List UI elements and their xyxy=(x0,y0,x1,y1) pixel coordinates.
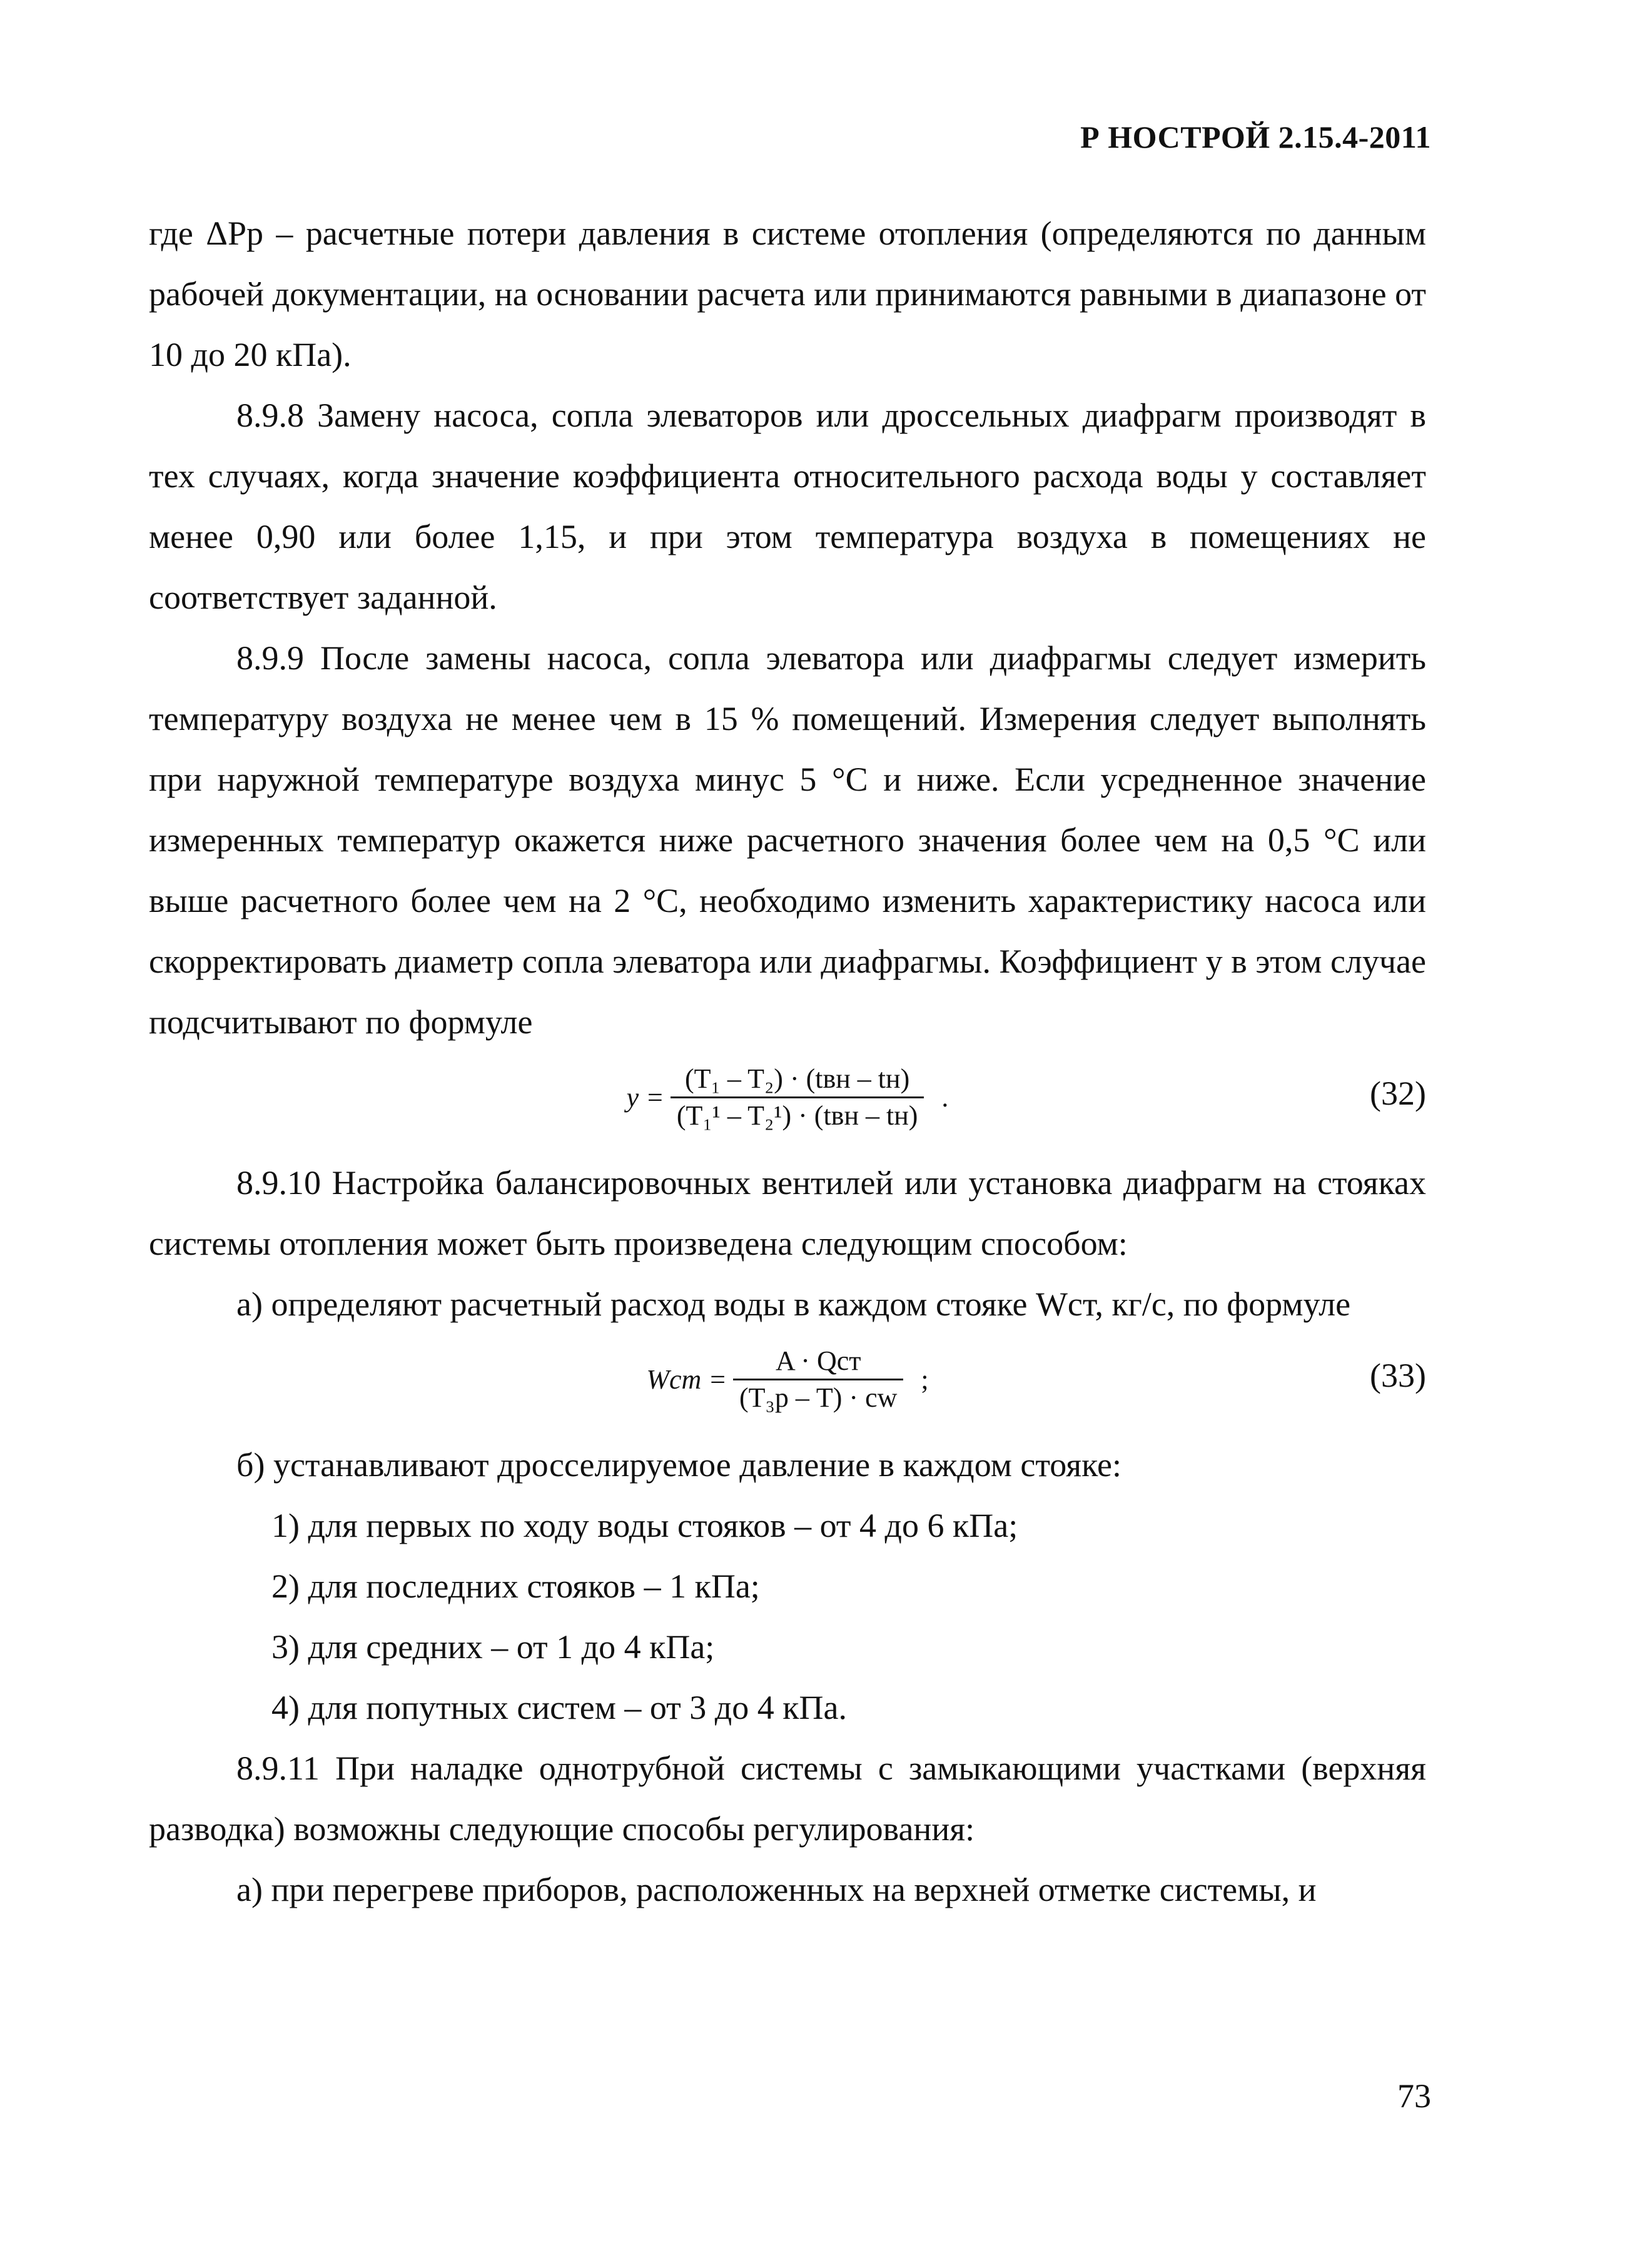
formula-32-fraction xyxy=(671,1065,924,1130)
paragraph-item-a-overheat: а) при перегреве приборов, расположенных на верхней отметке системы, и xyxy=(236,1871,1317,1908)
list-item: 3) для средних – от 1 до 4 кПа; xyxy=(271,1628,715,1666)
formula-33-lhs: Wст = xyxy=(646,1364,727,1395)
page-body xyxy=(149,203,1426,1920)
paragraph-8-9-9: 8.9.9 После замены насоса, сопла элеватора или диафрагмы следует измерить температуру воздуха не менее чем в 15 % помещений. Измерения следует выполнять при наружной температуре воздуха минус 5 °С и ниже. Если усредненное значение измеренных температур окажется ниже расчетного значения более чем на 0,5 °С или выше расчетного более чем на 2 °С, необходимо изменить характеристику насоса или скорректировать диаметр сопла элеватора или диафрагмы. Коэффициент y в этом случае подсчитывают по формуле xyxy=(149,639,1426,1041)
paragraph-item-b-pressure: б) устанавливают дросселируемое давление в каждом стояке: xyxy=(236,1446,1121,1484)
formula-32-lhs: y = xyxy=(626,1081,664,1113)
paragraph-8-9-8: 8.9.8 Замену насоса, сопла элеваторов или дроссельных диафрагм производят в тех случаях, когда значение коэффициента относительного расхода воды y составляет менее 0,90 или более 1,15, и при этом температура воздуха в помещениях не соответствует заданной. xyxy=(149,397,1426,616)
formula-33 xyxy=(149,1335,1426,1435)
paragraph-8-9-11: 8.9.11 При наладке однотрубной системы с замыкающими участками (верхняя разводка) возможны следующие способы регулирования: xyxy=(149,1749,1426,1848)
formula-32-numerator: (T₁ – T₂) · (tвн – tн) xyxy=(685,1063,910,1094)
paragraph-item-a-flow: а) определяют расчетный расход воды в каждом стояке Wст, кг/с, по формуле xyxy=(236,1285,1351,1323)
formula-33-punctuation: ; xyxy=(921,1364,929,1395)
formula-32-denominator: (T₁¹ – T₂¹) · (tвн – tн) xyxy=(671,1096,924,1130)
formula-33-fraction xyxy=(733,1347,903,1412)
formula-32-punctuation: . xyxy=(941,1081,949,1113)
formula-32-number: (32) xyxy=(1370,1075,1426,1112)
formula-33-number: (33) xyxy=(1370,1357,1426,1394)
page-number: 73 xyxy=(1397,2077,1431,2115)
list-item: 2) для последних стояков – 1 кПа; xyxy=(271,1567,760,1605)
formula-33-denominator: (T₃р – T) · cw xyxy=(733,1379,903,1412)
document-code-header: Р НОСТРОЙ 2.15.4-2011 xyxy=(1080,119,1431,154)
paragraph-pressure-loss: где ΔPр – расчетные потери давления в системе отопления (определяются по данным рабочей документации, на основании расчета или принимаются равными в диапазоне от 10 до 20 кПа). xyxy=(149,215,1426,373)
formula-33-numerator: A · Qст xyxy=(775,1345,861,1376)
paragraph-8-9-10: 8.9.10 Настройка балансировочных вентилей или установка диафрагм на стояках системы отопления может быть произведена следующим способом: xyxy=(149,1164,1426,1262)
list-item: 1) для первых по ходу воды стояков – от 4 до 6 кПа; xyxy=(271,1507,1018,1544)
formula-32 xyxy=(149,1053,1426,1153)
list-item: 4) для попутных систем – от 3 до 4 кПа. xyxy=(271,1689,847,1726)
